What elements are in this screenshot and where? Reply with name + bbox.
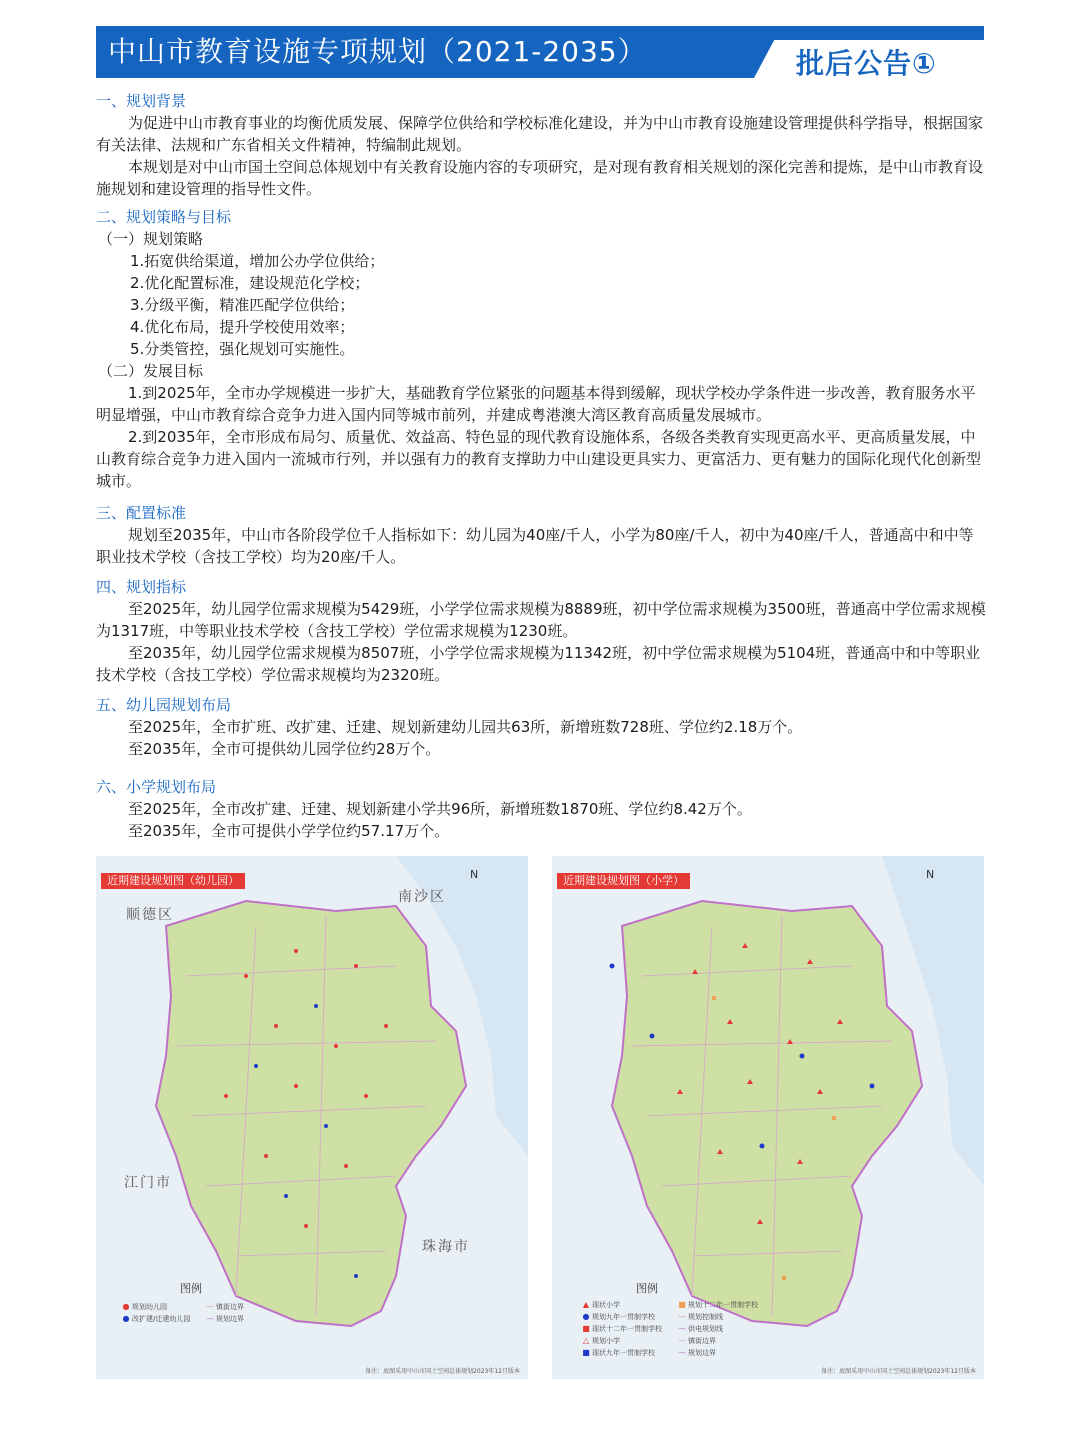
triangle-icon: ▲ [582,1300,590,1309]
legend-item: ● 规划幼儿园 [120,1302,167,1312]
subsection-title: （一）规划策略 [98,230,204,248]
paragraph: 规划至2035年，中山市各阶段学位千人指标如下：幼儿园为40座/千人，小学为80座/千人，初中为40座/千人，普通高中和中等职业技术学校（含技工学校）均为20座/千人。 [96,526,974,566]
place-label-zhuhai: 珠海市 [422,1239,470,1255]
legend-item: — 镇街边界 [678,1336,716,1345]
north-arrow-icon: N [470,868,479,881]
list-item: 2.优化配置标准，建设规范化学校； [130,274,370,292]
dot-icon: ● [122,1314,130,1323]
legend-item: ● 规划九年一贯制学校 [580,1312,655,1322]
line-icon: — [678,1312,686,1321]
square-icon: ■ [582,1348,590,1357]
legend-item: ■ 规划十二年一贯制学校 [676,1300,758,1310]
kindergarten-map [96,856,528,1379]
paragraph: 至2025年，幼儿园学位需求规模为5429班，小学学位需求规模为8889班，初中学位需求规模为3500班，普通高中学位需求规模为1317班，中等职业技术学校（含技工学校）学位需求规模为1230班。 [96,600,986,640]
place-label-nansha: 南沙区 [398,889,446,905]
section-title-background: 一、规划背景 [96,92,187,110]
map-note: 备注：底图采用中山市国土空间总体规划2023年12月版本 [821,1368,976,1375]
legend-item: — 规划边界 [678,1348,716,1357]
paragraph: 本规划是对中山市国土空间总体规划中有关教育设施内容的专项研究，是对现有教育相关规划的深化完善和提炼，是中山市教育设施规划和建设管理的指导性文件。 [96,158,984,198]
paragraph: 至2025年，全市扩班、改扩建、迁建、规划新建幼儿园共63所，新增班数728班、学位约2.18万个。 [128,718,803,736]
legend-item: ■ 现状十二年一贯制学校 [580,1324,662,1334]
paragraph: 1.到2025年，全市办学规模进一步扩大，基础教育学位紧张的问题基本得到缓解，现状学校办学条件进一步改善，教育服务水平明显增强，中山市教育综合竞争力进入国内同等城市前列，并建成粤港澳大湾区教育高质量发展城市。 [96,384,976,424]
section-title-kindergarten: 五、幼儿园规划布局 [96,696,232,714]
north-arrow-icon: N [926,868,935,881]
legend-item: — 供电规划线 [678,1324,723,1333]
legend-item: — 规划边界 [206,1314,244,1323]
place-label-shunde: 顺德区 [126,907,174,923]
line-icon: — [206,1314,214,1323]
legend-item: ▲ 现状小学 [580,1300,620,1310]
list-item: 3.分级平衡，精准匹配学位供给； [130,296,355,314]
list-item: 1.拓宽供给渠道，增加公办学位供给； [130,252,385,270]
line-icon: — [678,1336,686,1345]
paragraph: 至2035年，全市可提供幼儿园学位约28万个。 [128,740,441,758]
subsection-title: （二）发展目标 [98,362,204,380]
announcement-badge: 批后公告① [796,47,937,80]
map-caption: 近期建设规划图（小学） [557,873,690,889]
paragraph: 至2035年，幼儿园学位需求规模为8507班，小学学位需求规模为11342班，初中学位需求规模为5104班，普通高中和中等职业技术学校（含技工学校）学位需求规模均为2320班。 [96,644,981,684]
legend-item: — 镇街边界 [206,1302,244,1311]
primary-school-map [552,856,984,1379]
kindergarten-map-graphic [96,856,528,1379]
list-item: 5.分类管控，强化规划可实施性。 [130,340,355,358]
paragraph: 2.到2035年，全市形成布局匀、质量优、效益高、特色显的现代教育设施体系，各级各类教育实现更高水平、更高质量发展，中山教育综合竞争力进入国内一流城市行列，并以强有力的教育支撑助力中山建设更具实力、更富活力、更有魅力的国际化现代化创新型城市。 [96,428,982,490]
paragraph: 为促进中山市教育事业的均衡优质发展、保障学位供给和学校标准化建设，并为中山市教育设施建设管理提供科学指导，根据国家有关法律、法规和广东省相关文件精神，特编制此规划。 [96,114,984,154]
map-caption: 近期建设规划图（幼儿园） [101,873,245,889]
line-icon: — [206,1302,214,1311]
section-title-indicators: 四、规划指标 [96,578,187,596]
square-icon: ■ [678,1300,686,1309]
legend-title: 图例 [636,1282,658,1295]
legend-item: ● 改扩建/迁建幼儿园 [120,1314,190,1324]
place-label-jiangmen: 江门市 [124,1175,172,1191]
list-item: 4.优化布局，提升学校使用效率； [130,318,355,336]
section-title-standards: 三、配置标准 [96,504,187,522]
dot-icon: ● [582,1312,590,1321]
dot-icon: ● [122,1302,130,1311]
paragraph: 至2035年，全市可提供小学学位约57.17万个。 [128,822,450,840]
triangle-outline-icon: △ [582,1336,590,1345]
square-icon: ■ [582,1324,590,1333]
section-title-primary: 六、小学规划布局 [96,778,217,796]
legend-item: — 规划控制线 [678,1312,723,1321]
map-note: 备注：底图采用中山市国土空间总体规划2023年12月版本 [365,1368,520,1375]
document-body [96,90,986,842]
paragraph: 至2025年，全市改扩建、迁建、规划新建小学共96所，新增班数1870班、学位约8.42万个。 [128,800,752,818]
page-title: 中山市教育设施专项规划（2021-2035） [108,35,647,68]
line-icon: — [678,1324,686,1333]
section-title-strategy: 二、规划策略与目标 [96,208,232,226]
legend-item: △ 规划小学 [580,1336,620,1346]
legend-title: 图例 [180,1282,202,1295]
legend-item: ■ 现状九年一贯制学校 [580,1348,655,1358]
line-icon: — [678,1348,686,1357]
